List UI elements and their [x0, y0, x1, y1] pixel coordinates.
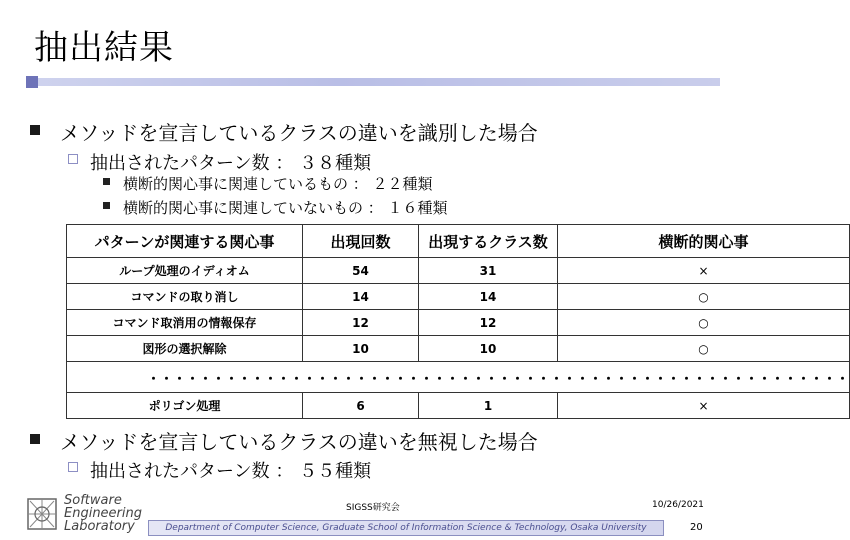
header-occurrences: 出現回数 [303, 225, 419, 258]
cell-concern: 図形の選択解除 [67, 336, 303, 362]
cell-classes: 12 [419, 310, 558, 336]
cell-occurrences: 14 [303, 284, 419, 310]
cell-concern: ポリゴン処理 [67, 393, 303, 419]
bullet-square-icon [103, 178, 110, 185]
cell-classes: 31 [419, 258, 558, 284]
ellipsis-dots: ・・・・・・・・・・・・・・・・・・・・・・・・・・・・・・・・・・・・・・・・・・・・・・・・・・・・・・ [67, 362, 850, 393]
title-bar-marker [26, 76, 38, 88]
logo-line: Engineering [64, 506, 142, 521]
bullet-text: メソッドを宣言しているクラスの違いを識別した場合 [60, 121, 538, 145]
bullet-square-icon [103, 202, 110, 209]
slide-title: 抽出結果 [34, 28, 174, 68]
title-underline-bar [26, 78, 720, 86]
header-concern: パターンが関連する関心事 [67, 225, 303, 258]
hollow-square-icon [68, 462, 78, 472]
slide-date: 10/26/2021 [652, 500, 704, 510]
logo-line: Laboratory [64, 519, 135, 534]
cell-concern: コマンド取消用の情報保存 [67, 310, 303, 336]
table-row [67, 258, 850, 284]
meeting-name: SIGSS研究会 [346, 503, 400, 513]
cell-occurrences: 6 [303, 393, 419, 419]
table-row [67, 393, 850, 419]
bullet-square-icon [30, 434, 40, 444]
department-banner: Department of Computer Science, Graduate School of Information Science & Technology, Osaka University [148, 520, 664, 536]
cell-classes: 10 [419, 336, 558, 362]
table-row [67, 310, 850, 336]
logo-line: Software [64, 493, 122, 508]
sub-bullet-text: 抽出されたパターン数 ： ３８種類 [90, 153, 372, 174]
sub-sub-bullet-text: 横断的関心事に関連しているもの ： ２２種類 [123, 175, 433, 193]
table-row [67, 336, 850, 362]
cell-crosscutting: ○ [558, 310, 850, 336]
cell-crosscutting: × [558, 393, 850, 419]
cell-occurrences: 54 [303, 258, 419, 284]
hollow-square-icon [68, 154, 78, 164]
sub-sub-bullet-text: 横断的関心事に関連していないもの ： １６種類 [123, 199, 448, 217]
cell-classes: 14 [419, 284, 558, 310]
header-classes: 出現するクラス数 [419, 225, 558, 258]
header-crosscutting: 横断的関心事 [558, 225, 850, 258]
page-number: 20 [690, 522, 703, 533]
cell-concern: コマンドの取り消し [67, 284, 303, 310]
bullet-square-icon [30, 125, 40, 135]
table-row [67, 284, 850, 310]
cell-crosscutting: ○ [558, 284, 850, 310]
sub-bullet-text: 抽出されたパターン数 ： ５５種類 [90, 461, 372, 482]
pattern-table [66, 224, 850, 419]
table-ellipsis-row [67, 362, 850, 393]
cell-concern: ループ処理のイディオム [67, 258, 303, 284]
cell-occurrences: 10 [303, 336, 419, 362]
cell-occurrences: 12 [303, 310, 419, 336]
cell-crosscutting: ○ [558, 336, 850, 362]
lab-logo-text [64, 494, 142, 533]
cell-crosscutting: × [558, 258, 850, 284]
bullet-text: メソッドを宣言しているクラスの違いを無視した場合 [60, 430, 538, 454]
table-header-row [67, 225, 850, 258]
cell-classes: 1 [419, 393, 558, 419]
